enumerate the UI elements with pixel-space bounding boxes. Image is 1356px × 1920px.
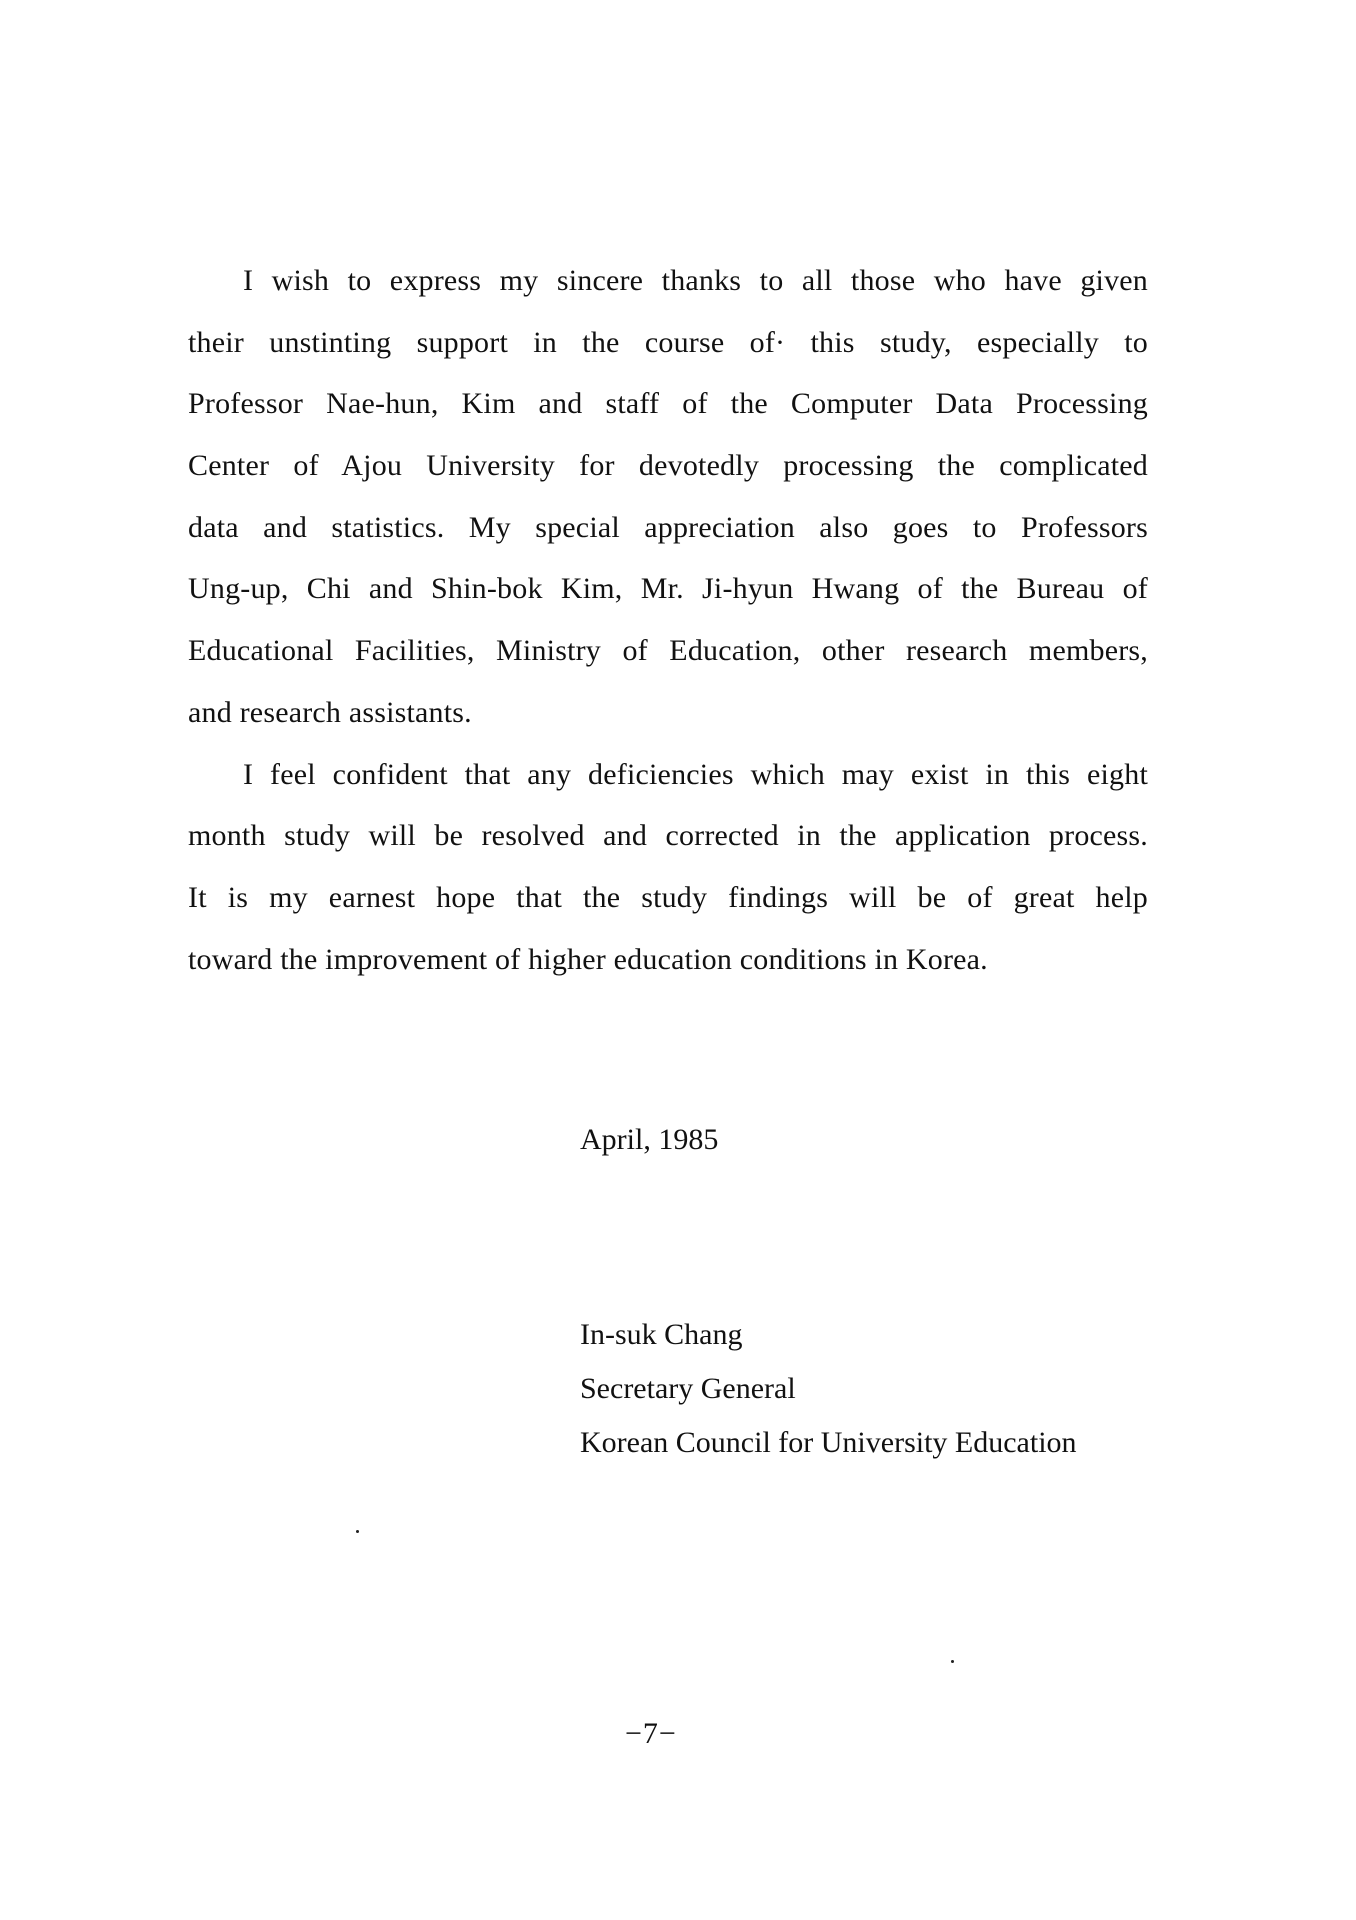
date: April, 1985 [580, 1123, 719, 1156]
text-line: It is my earnest hope that the study findings will be of great help [188, 880, 1148, 914]
text-line: Center of Ajou University for devotedly processing the complicated [188, 449, 1148, 483]
text-line: Educational Facilities, Ministry of Education, other research members, [188, 634, 1148, 668]
text-line: their unstinting support in the course of· this study, especially to [188, 325, 1148, 359]
text-line: Ung-up, Chi and Shin-bok Kim, Mr. Ji-hyun Hwang of the Bureau of [188, 572, 1148, 606]
signatory-organization: Korean Council for University Education [580, 1426, 1077, 1459]
scan-speck [951, 1660, 954, 1663]
text-line: Professor Nae-hun, Kim and staff of the Computer Data Processing [188, 387, 1148, 421]
signature-block [580, 1308, 1077, 1470]
signatory-name: In-suk Chang [580, 1318, 743, 1351]
text-line: I feel confident that any deficiencies which may exist in this eight [243, 757, 1148, 791]
text-line: I wish to express my sincere thanks to all those who have given [243, 264, 1148, 297]
text-line: month study will be resolved and corrected in the application process. [188, 819, 1148, 853]
text-line: and research assistants. [188, 695, 472, 729]
text-line: data and statistics. My special appreciation also goes to Professors [188, 510, 1148, 544]
page-number: −7− [625, 1717, 677, 1750]
body-text [188, 250, 1148, 990]
scan-speck [356, 1530, 359, 1533]
text-line: toward the improvement of higher education conditions in Korea. [188, 942, 988, 976]
signatory-title: Secretary General [580, 1372, 796, 1405]
